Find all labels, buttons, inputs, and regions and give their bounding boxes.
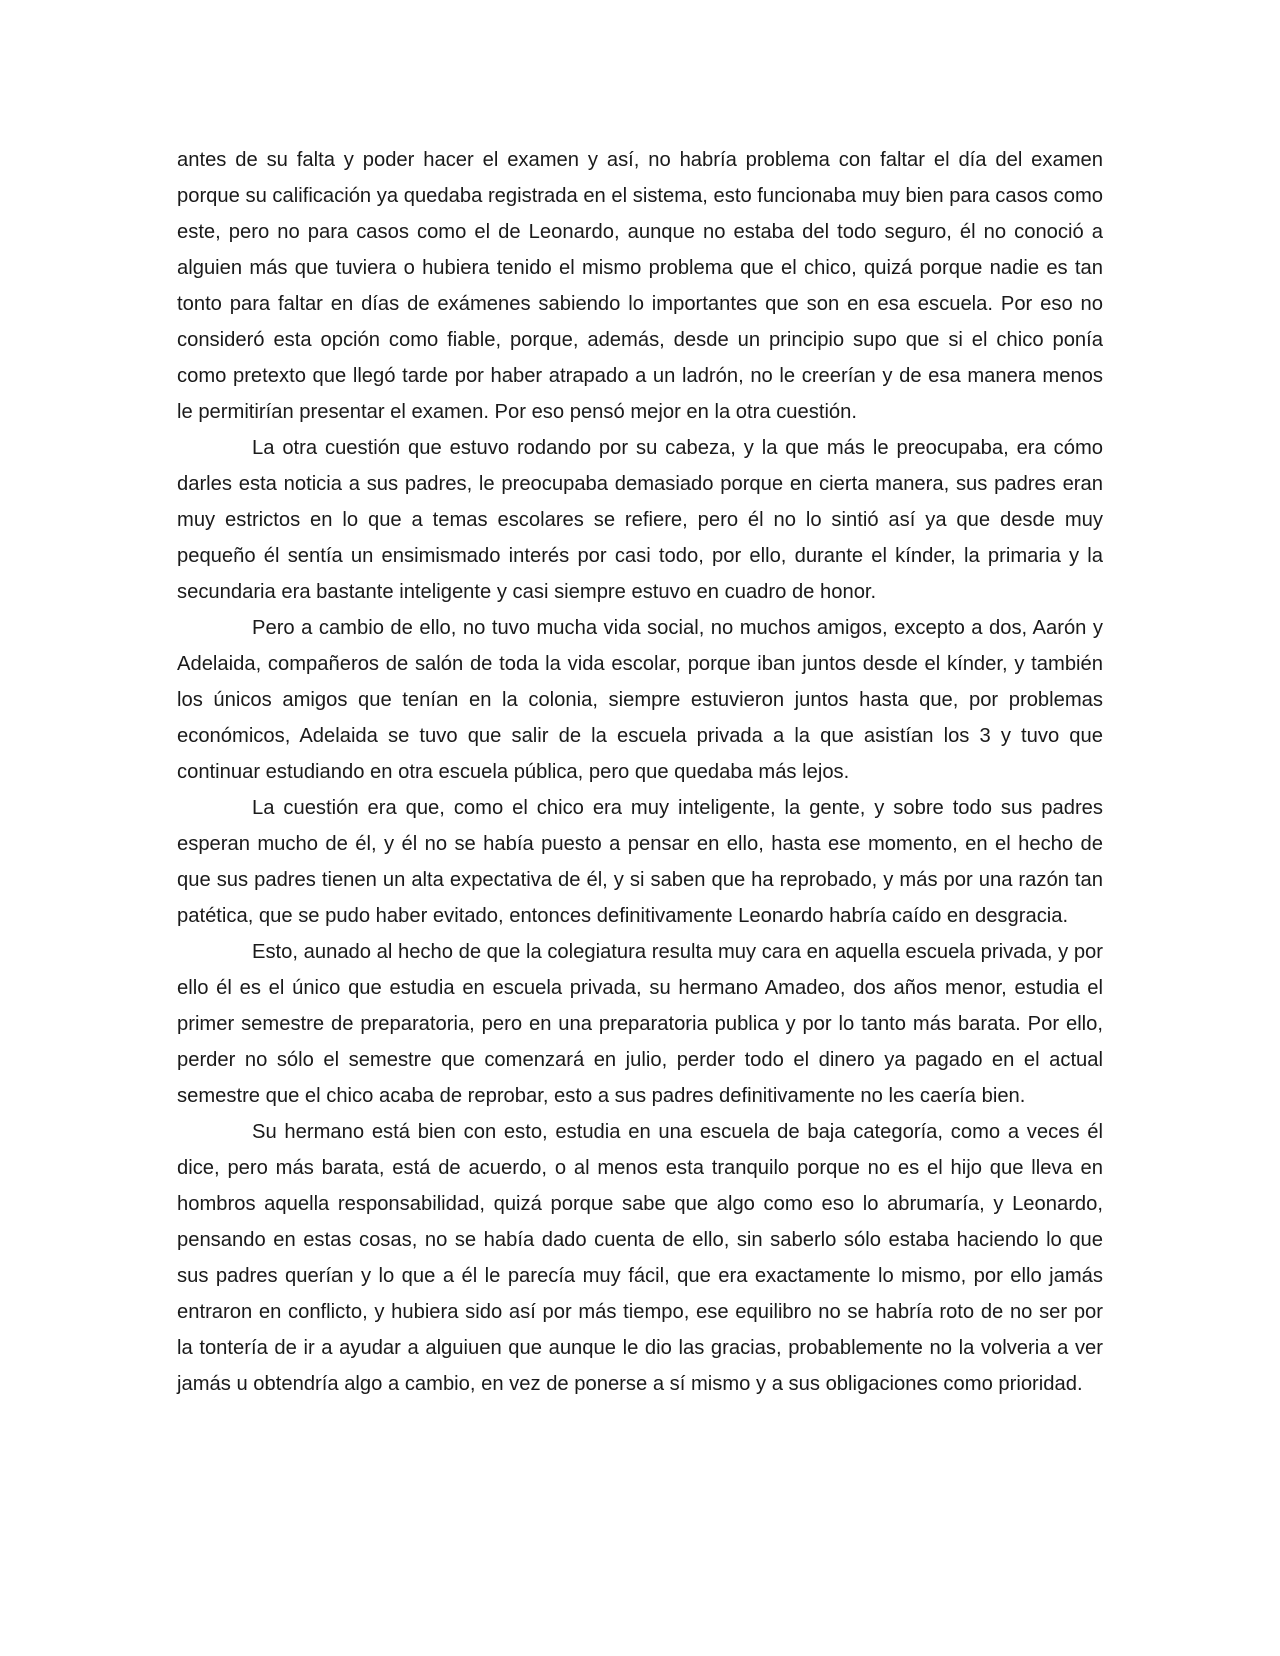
document-body xyxy=(177,142,1103,1402)
paragraph-6: Su hermano está bien con esto, estudia en una escuela de baja categoría, como a veces él dice, pero más barata, está de acuerdo, o al menos esta tranquilo porque no es el hijo que lleva en hombros aquella responsabilidad, quizá porque sabe que algo como eso lo abrumaría, y Leonardo, pensando en estas cosas, no se había dado cuenta de ello, sin saberlo sólo estaba haciendo lo que sus padres querían y lo que a él le parecía muy fácil, que era exactamente lo mismo, por ello jamás entraron en conflicto, y hubiera sido así por más tiempo, ese equilibro no se habría roto de no ser por la tontería de ir a ayudar a alguiuen que aunque le dio las gracias, probablemente no la volveria a ver jamás u obtendría algo a cambio, en vez de ponerse a sí mismo y a sus obligaciones como prioridad. xyxy=(177,1121,1103,1395)
paragraph-5: Esto, aunado al hecho de que la colegiatura resulta muy cara en aquella escuela privada, y por ello él es el único que estudia en escuela privada, su hermano Amadeo, dos años menor, estudia el primer semestre de preparatoria, pero en una preparatoria publica y por lo tanto más barata. Por ello, perder no sólo el semestre que comenzará en julio, perder todo el dinero ya pagado en el actual semestre que el chico acaba de reprobar, esto a sus padres definitivamente no les caería bien. xyxy=(177,941,1103,1107)
paragraph-4: La cuestión era que, como el chico era muy inteligente, la gente, y sobre todo sus padres esperan mucho de él, y él no se había puesto a pensar en ello, hasta ese momento, en el hecho de que sus padres tienen un alta expectativa de él, y si saben que ha reprobado, y más por una razón tan patética, que se pudo haber evitado, entonces definitivamente Leonardo habría caído en desgracia. xyxy=(177,797,1103,927)
paragraph-2: La otra cuestión que estuvo rodando por su cabeza, y la que más le preocupaba, era cómo darles esta noticia a sus padres, le preocupaba demasiado porque en cierta manera, sus padres eran muy estrictos en lo que a temas escolares se refiere, pero él no lo sintió así ya que desde muy pequeño él sentía un ensimismado interés por casi todo, por ello, durante el kínder, la primaria y la secundaria era bastante inteligente y casi siempre estuvo en cuadro de honor. xyxy=(177,437,1103,603)
paragraph-1: antes de su falta y poder hacer el examen y así, no habría problema con faltar el día del examen porque su calificación ya quedaba registrada en el sistema, esto funcionaba muy bien para casos como este, pero no para casos como el de Leonardo, aunque no estaba del todo seguro, él no conoció a alguien más que tuviera o hubiera tenido el mismo problema que el chico, quizá porque nadie es tan tonto para faltar en días de exámenes sabiendo lo importantes que son en esa escuela. Por eso no consideró esta opción como fiable, porque, además, desde un principio supo que si el chico ponía como pretexto que llegó tarde por haber atrapado a un ladrón, no le creerían y de esa manera menos le permitirían presentar el examen. Por eso pensó mejor en la otra cuestión. xyxy=(177,149,1103,423)
paragraph-3: Pero a cambio de ello, no tuvo mucha vida social, no muchos amigos, excepto a dos, Aarón y Adelaida, compañeros de salón de toda la vida escolar, porque iban juntos desde el kínder, y también los únicos amigos que tenían en la colonia, siempre estuvieron juntos hasta que, por problemas económicos, Adelaida se tuvo que salir de la escuela privada a la que asistían los 3 y tuvo que continuar estudiando en otra escuela pública, pero que quedaba más lejos. xyxy=(177,617,1103,783)
